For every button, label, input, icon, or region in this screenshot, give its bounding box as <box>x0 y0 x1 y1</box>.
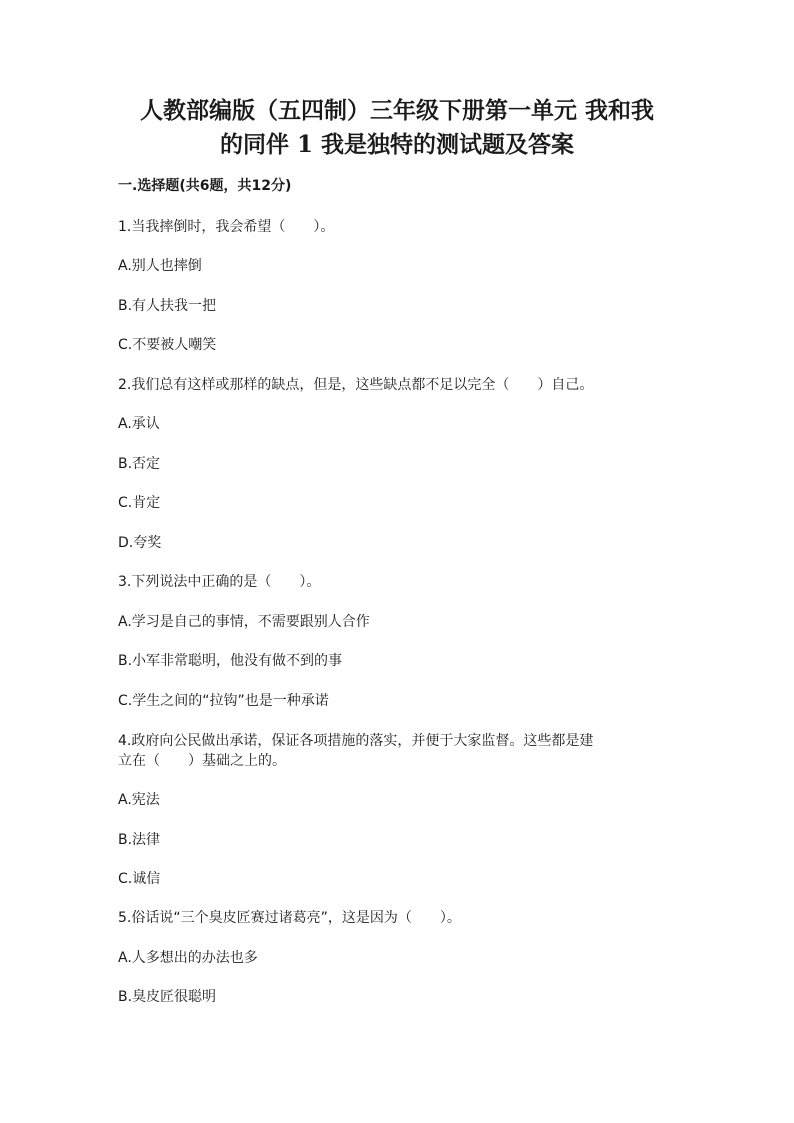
question-5-option-b: B.臭皮匠很聪明 <box>118 989 217 1005</box>
question-2-option-d: D.夸奖 <box>118 535 162 551</box>
section-heading: 一.选择题(共6题，共12分) <box>118 178 292 194</box>
question-2-option-b: B.否定 <box>118 456 161 472</box>
question-1-option-c: C.不要被人嘲笑 <box>118 337 217 353</box>
question-4-stem-line-2: 立在（ ）基础之上的。 <box>118 753 286 769</box>
question-2-option-a: A.承认 <box>118 416 160 432</box>
question-4-option-b: B.法律 <box>118 832 161 848</box>
question-2-stem: 2.我们总有这样或那样的缺点，但是，这些缺点都不足以完全（ ）自己。 <box>118 377 594 393</box>
question-1-stem: 1.当我摔倒时，我会希望（ ）。 <box>118 219 335 235</box>
question-3-option-a: A.学习是自己的事情，不需要跟别人合作 <box>118 614 370 630</box>
document-title-line-2: 的同伴 1 我是独特的测试题及答案 <box>219 131 575 158</box>
document-title <box>100 94 694 162</box>
question-2-option-c: C.肯定 <box>118 495 161 511</box>
question-1-option-a: A.别人也摔倒 <box>118 258 202 274</box>
question-5-stem: 5.俗话说“三个臭皮匠赛过诸葛亮”，这是因为（ ）。 <box>118 910 461 926</box>
question-3-option-b: B.小军非常聪明，他没有做不到的事 <box>118 653 343 669</box>
question-4-option-c: C.诚信 <box>118 871 161 887</box>
question-4-option-a: A.宪法 <box>118 792 160 808</box>
question-4-stem: 4.政府向公民做出承诺，保证各项措施的落实，并便于大家监督。这些都是建 <box>118 733 594 749</box>
question-5-option-a: A.人多想出的办法也多 <box>118 950 258 966</box>
document-title-line-1: 人教部编版（五四制）三年级下册第一单元 我和我 <box>139 97 654 124</box>
question-3-option-c: C.学生之间的“拉钩”也是一种承诺 <box>118 693 329 709</box>
question-1-option-b: B.有人扶我一把 <box>118 298 217 314</box>
question-3-stem: 3.下列说法中正确的是（ ）。 <box>118 574 321 590</box>
